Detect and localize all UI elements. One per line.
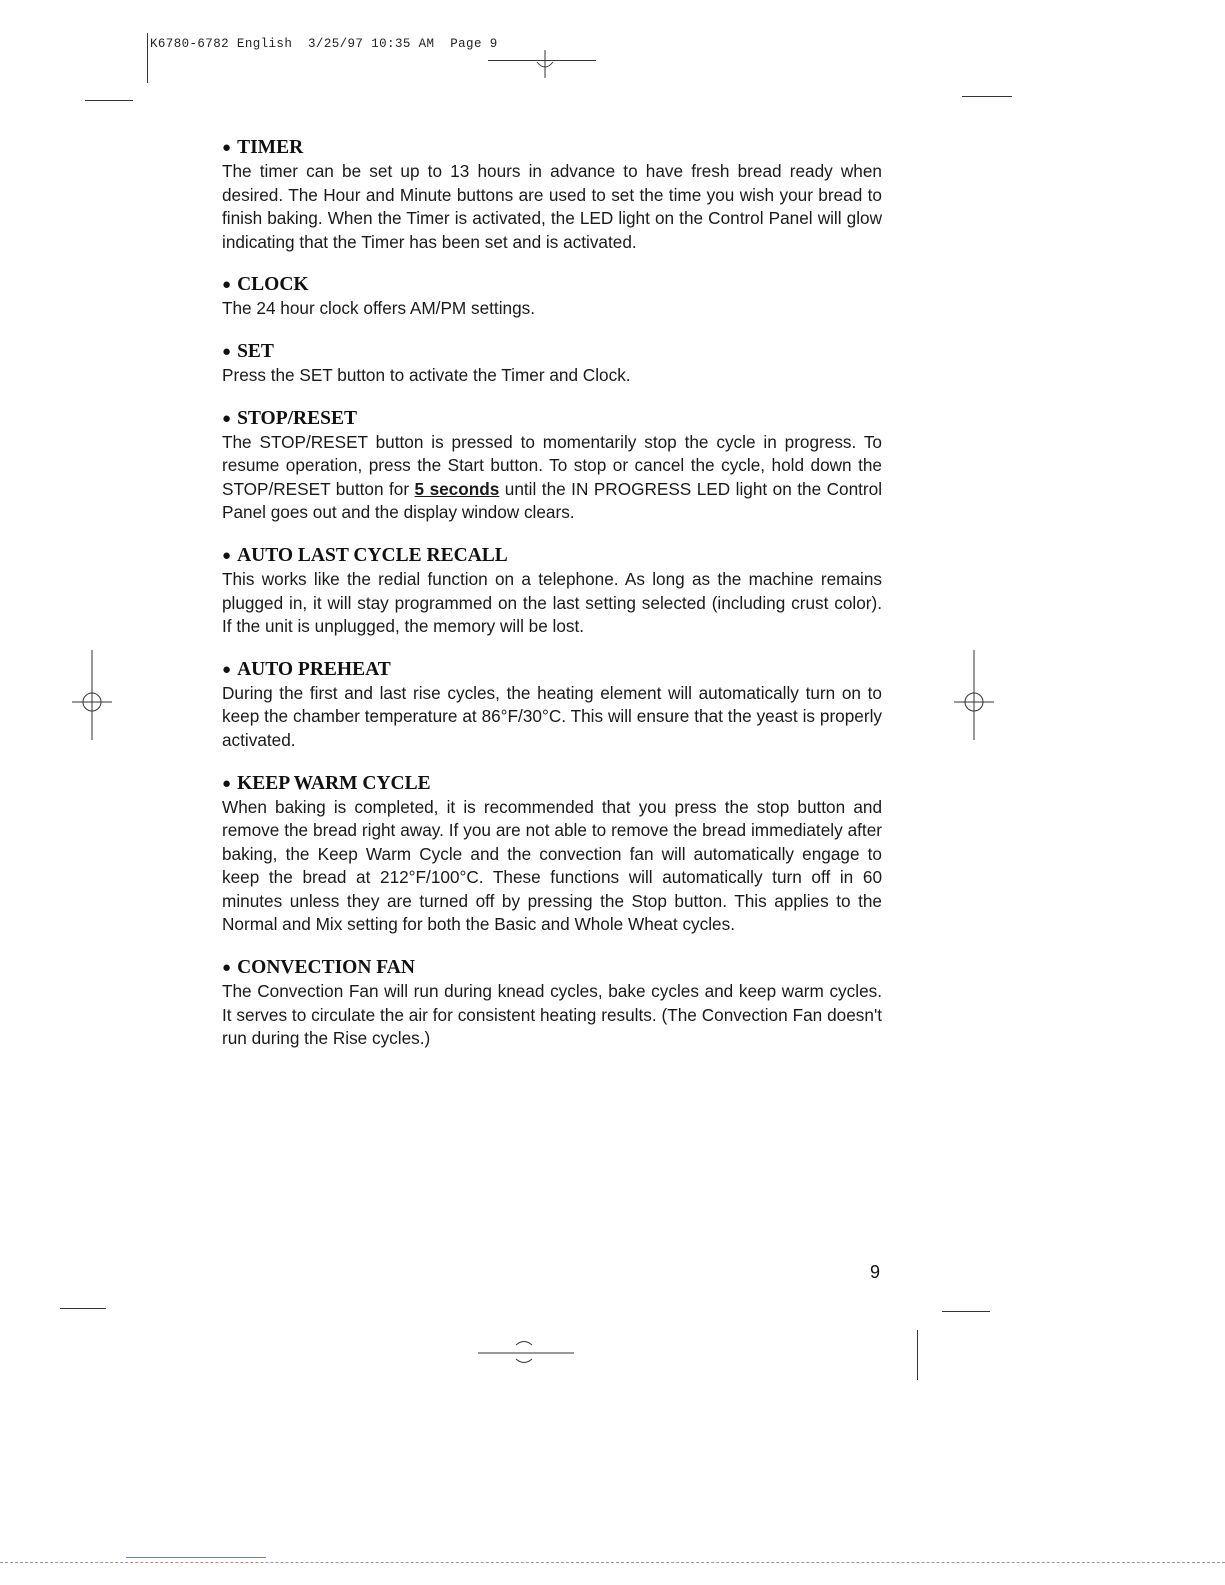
- body-text: until the IN PROGRESS LED light on the Control Panel goes out and the display window clears.: [222, 478, 883, 523]
- bottom-scan-accent: [126, 1557, 266, 1558]
- slug-margin-bar: [147, 33, 148, 83]
- section-heading: [222, 340, 882, 364]
- page-number: 9: [870, 1262, 881, 1282]
- section-body: During the first and last rise cycles, the heating element will automatically turn on to keep the chamber temperature at 86°F/30°C. This will ensure that the yeast is properly activated.: [222, 682, 882, 750]
- print-slug: K6780-6782 English 3/25/97 10:35 AM Page 9: [150, 37, 498, 51]
- section-stop-reset: [222, 407, 882, 525]
- bullet-icon: ●: [222, 661, 232, 678]
- crop-mark-top-left: [85, 100, 133, 101]
- section-convection-fan: [222, 956, 882, 1051]
- section-clock: [222, 273, 882, 321]
- registration-mark-right: [954, 650, 994, 740]
- section-body: Press the SET button to activate the Timer and Clock.: [222, 364, 631, 385]
- bullet-icon: ●: [222, 410, 232, 427]
- section-title: AUTO PREHEAT: [237, 658, 391, 680]
- bullet-icon: ●: [222, 140, 232, 156]
- section-heading: [222, 772, 882, 796]
- section-keep-warm-cycle: [222, 772, 882, 938]
- section-body: This works like the redial function on a telephone. As long as the machine remains plugged in, it will stay programmed on the last setting selected (including crust color). If the unit is unplugged, the memory will be lost.: [222, 568, 882, 637]
- section-title: KEEP WARM CYCLE: [237, 772, 431, 794]
- section-title: AUTO LAST CYCLE RECALL: [237, 544, 508, 566]
- bullet-icon: ●: [222, 547, 232, 564]
- section-set: [222, 340, 882, 388]
- crop-mark-top-right: [962, 96, 1012, 97]
- crop-mark-bottom-right: [942, 1311, 990, 1312]
- bottom-scan-edge: [0, 1562, 1225, 1564]
- registration-mark-top: [530, 50, 560, 80]
- crop-mark-bottom-left: [60, 1308, 106, 1309]
- section-heading: [222, 956, 882, 980]
- section-heading: [222, 658, 882, 682]
- section-title: CLOCK: [237, 274, 309, 296]
- emphasis-duration: 5 seconds: [414, 478, 500, 499]
- section-heading: [222, 407, 882, 431]
- section-title: SET: [237, 340, 274, 362]
- body-text: The STOP/RESET button is pressed to momentarily stop the cycle in progress. To resume operation, press the Start button. To stop or cancel the cycle, hold down the STOP/RESET button for: [222, 431, 882, 499]
- bullet-icon: ●: [222, 960, 232, 977]
- section-body: The timer can be set up to 13 hours in advance to have fresh bread ready when desired. The Hour and Minute buttons are used to set the time you wish your bread to finish baking. When the Timer is activated, the LED light on the Control Panel will glow indicating that the Timer has been set and is activated.: [222, 161, 882, 252]
- section-title: TIMER: [237, 137, 304, 158]
- registration-mark-left: [72, 650, 112, 740]
- section-title: CONVECTION FAN: [237, 957, 415, 979]
- section-body: The Convection Fan will run during knead cycles, bake cycles and keep warm cycles. It serves to circulate the air for consistent heating results. (The Convection Fan doesn't run during the Rise cycles.): [222, 981, 882, 1049]
- section-body: [222, 431, 882, 525]
- bullet-icon: ●: [222, 343, 232, 360]
- section-auto-preheat: [222, 658, 882, 753]
- section-title: STOP/RESET: [237, 407, 358, 429]
- section-timer: [222, 136, 882, 254]
- bullet-icon: ●: [222, 277, 232, 294]
- bullet-icon: ●: [222, 775, 232, 792]
- crop-mark-bottom-right-vertical: [917, 1330, 918, 1380]
- manual-content: [222, 136, 882, 1070]
- section-body: When baking is completed, it is recommended that you press the stop button and remove the bread right away. If you are not able to remove the bread immediately after baking, the Keep Warm Cycle and the convection fan will automatically engage to keep the bread at 212°F/100°C. These functions will automatically turn off in 60 minutes unless they are turned off by pressing the Stop button. This applies to the Normal and Mix setting for both the Basic and Whole Wheat cycles.: [222, 796, 882, 935]
- section-heading: [222, 273, 882, 297]
- section-body: The 24 hour clock offers AM/PM settings.: [222, 298, 536, 319]
- registration-mark-bottom: [478, 1335, 574, 1375]
- section-auto-last-cycle-recall: [222, 544, 882, 639]
- section-heading: [222, 544, 882, 568]
- section-heading: [222, 136, 882, 160]
